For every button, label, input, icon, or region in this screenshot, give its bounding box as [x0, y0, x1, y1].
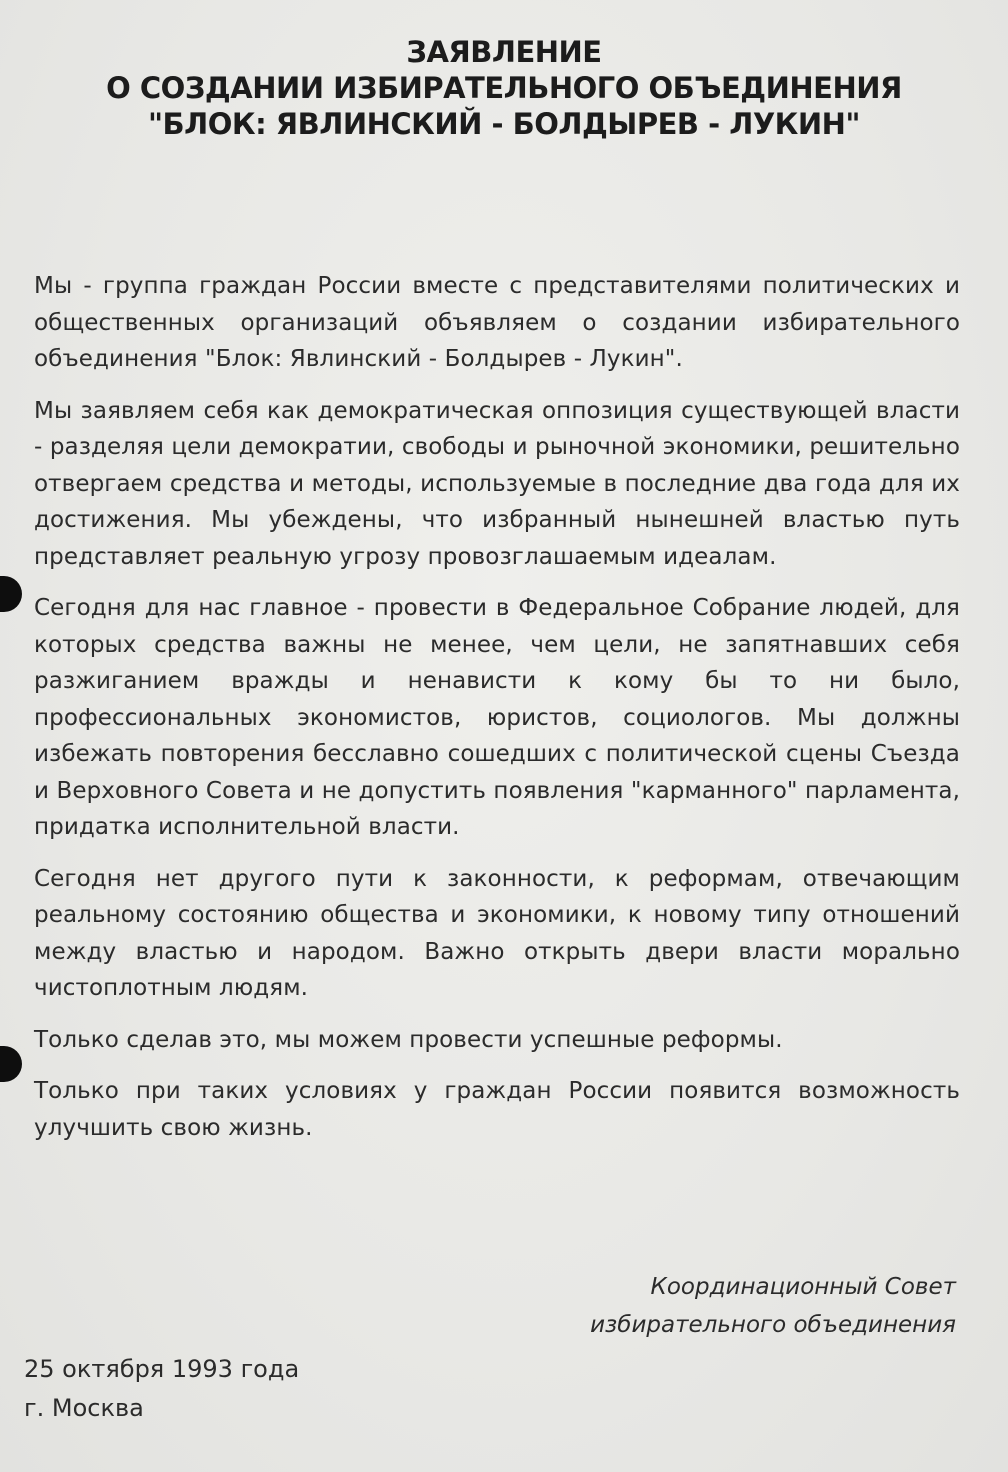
date-place-block — [24, 1350, 299, 1428]
paragraph: Только при таких условиях у граждан России появится возможность улучшить свою жизнь. — [34, 1078, 960, 1141]
title-line: ЗАЯВЛЕНИЕ — [406, 35, 602, 69]
document-place: г. Москва — [24, 1394, 144, 1422]
paragraph: Сегодня нет другого пути к законности, к реформам, отвечающим реальному состоянию общества и экономики, к новому типу отношений между властью и народом. Важно открыть двери власти морально чистоплотным людям. — [34, 865, 960, 1001]
paragraph: Мы - группа граждан России вместе с представителями политических и общественных организаций объявляем о создании избирательного объединения "Блок: Явлинский - Болдырев - Лукин". — [34, 273, 960, 372]
punch-hole — [0, 576, 22, 612]
title-line: О СОЗДАНИИ ИЗБИРАТЕЛЬНОГО ОБЪЕДИНЕНИЯ — [106, 71, 902, 105]
signature-line: Координационный Совет — [650, 1274, 956, 1300]
statement-body — [34, 268, 960, 1161]
paragraph: Только сделав это, мы можем провести успешные реформы. — [34, 1026, 783, 1053]
paragraph: Сегодня для нас главное - провести в Федеральное Собрание людей, для которых средства важны не менее, чем цели, не запятнавших себя разжиганием вражды и ненависти к кому бы то ни было, профессиональных экономистов, юристов, социологов. Мы должны избежать повторения бесславно сошедших с политической сцены Съезда и Верховного Совета и не допустить появления "карманного" парламента, придатка исполнительной власти. — [34, 595, 960, 840]
document-title — [0, 34, 1008, 142]
paragraph: Мы заявляем себя как демократическая оппозиция существующей власти - разделяя цели демократии, свободы и рыночной экономики, решительно отвергаем средства и методы, используемые в последние два года для их достижения. Мы убеждены, что избранный нынешней властью путь представляет реальную угрозу провозглашаемым идеалам. — [34, 397, 960, 570]
signature-line: избирательного объединения — [590, 1312, 956, 1338]
title-line: "БЛОК: ЯВЛИНСКИЙ - БОЛДЫРЕВ - ЛУКИН" — [147, 107, 861, 141]
document-date: 25 октября 1993 года — [24, 1355, 300, 1383]
punch-hole — [0, 1046, 22, 1082]
signature-block — [590, 1268, 956, 1344]
